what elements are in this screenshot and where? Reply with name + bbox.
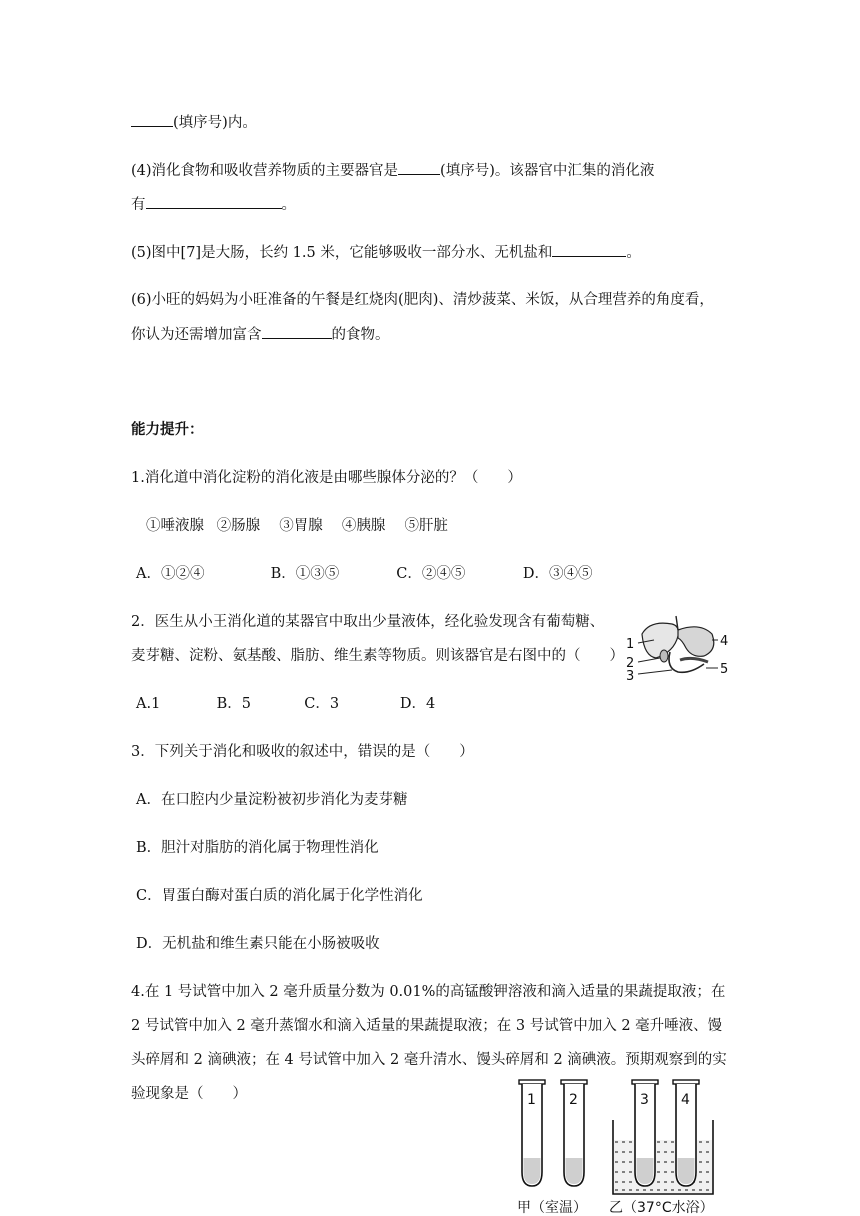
q1-item: ②肠腺	[216, 518, 261, 534]
figure-label-4: 4	[720, 634, 729, 649]
q2-option-d[interactable]: D．4	[399, 696, 436, 712]
q1-option-b[interactable]: B．①③⑤	[270, 566, 340, 582]
tube-label-3: 3	[640, 1092, 649, 1108]
figure-label-3: 3	[626, 669, 635, 684]
q1-option-a[interactable]: A．①②④	[136, 566, 205, 582]
answer-blank[interactable]	[552, 242, 626, 257]
q3-stem: 3．下列关于消化和吸收的叙述中，错误的是（ ）	[131, 744, 474, 760]
q4-line-2	[131, 194, 296, 215]
q4-stem-line-2: 2 号试管中加入 2 毫升蒸馏水和滴入适量的果蔬提取液；在 3 号试管中加入 2 毫升唾液、馒	[131, 1018, 723, 1034]
q2-option-a[interactable]: A.1	[136, 696, 161, 712]
q4-text-a: (4)消化食物和吸收营养物质的主要器官是	[131, 163, 399, 179]
answer-blank[interactable]	[131, 112, 173, 127]
q1-option-d[interactable]: D．③④⑤	[522, 566, 593, 582]
figure-label-2: 2	[626, 656, 635, 671]
q1-items	[146, 516, 448, 536]
q5-text-end: 。	[626, 245, 641, 261]
figure-label-5: 5	[720, 662, 729, 677]
q4-stem-line-4: 验现象是（ ）	[131, 1086, 247, 1102]
q6-line-2	[131, 324, 390, 345]
answer-blank[interactable]	[262, 324, 332, 339]
q5-line	[131, 242, 641, 263]
q3-option-b[interactable]: B．胆汁对脂肪的消化属于物理性消化	[136, 840, 379, 856]
tube-label-1: 1	[527, 1092, 536, 1108]
q2-line-1: 2．医生从小王消化道的某器官中取出少量液体，经化验发现含有葡萄糖、	[131, 614, 605, 630]
q5-text: (5)图中[7]是大肠，长约 1.5 米，它能够吸收一部分水、无机盐和	[131, 245, 553, 261]
q3-tail-line	[131, 112, 257, 133]
q3-option-d[interactable]: D．无机盐和维生素只能在小肠被吸收	[136, 936, 380, 952]
answer-blank[interactable]	[146, 194, 282, 209]
q3-option-a[interactable]: A．在口腔内少量淀粉被初步消化为麦芽糖	[136, 792, 408, 808]
tube-label-4: 4	[681, 1092, 690, 1108]
q3-tail-text: (填序号)内。	[173, 115, 257, 131]
answer-blank[interactable]	[398, 160, 440, 175]
caption-water-bath: 乙（37°C水浴）	[609, 1200, 714, 1216]
q4-text-b: (填序号)。该器官中汇集的消化液	[440, 163, 655, 179]
q1-stem: 1.消化道中消化淀粉的消化液是由哪些腺体分泌的？（ ）	[131, 470, 522, 486]
q1-item: ③胃腺	[279, 518, 323, 534]
q2-option-b[interactable]: B．5	[216, 696, 251, 712]
q1-item: ①唾液腺	[146, 518, 204, 534]
q2-option-c[interactable]: C．3	[304, 696, 340, 712]
tube-label-2: 2	[569, 1092, 578, 1108]
digestive-organ-figure	[620, 612, 740, 690]
q4-line-1	[131, 160, 654, 181]
q1-options	[136, 564, 592, 584]
figure-label-1: 1	[626, 637, 635, 652]
q6-line-1: (6)小旺的妈妈为小旺准备的午餐是红烧肉(肥肉)、清炒菠菜、米饭，从合理营养的角度看，	[131, 292, 714, 308]
q1-item: ④胰腺	[341, 518, 386, 534]
q2-line-2: 麦芽糖、淀粉、氨基酸、脂肪、维生素等物质。则该器官是右图中的（ ）	[131, 648, 624, 664]
q6-text-b: 的食物。	[331, 327, 390, 343]
q2-options	[136, 694, 435, 714]
section-title: 能力提升：	[131, 422, 204, 438]
q4-text-end: 。	[281, 197, 296, 213]
q3-option-c[interactable]: C．胃蛋白酶对蛋白质的消化属于化学性消化	[136, 888, 423, 904]
q6-text-a: 你认为还需增加富含	[131, 327, 262, 343]
q4-text-c: 有	[131, 197, 146, 213]
test-tube-figure	[505, 1072, 735, 1216]
caption-room-temp: 甲（室温）	[517, 1200, 587, 1216]
q1-item: ⑤肝脏	[404, 518, 448, 534]
q4-stem-line-3: 头碎屑和 2 滴碘液；在 4 号试管中加入 2 毫升清水、馒头碎屑和 2 滴碘液。预期观察到的实	[131, 1052, 727, 1068]
q1-option-c[interactable]: C．②④⑤	[396, 566, 466, 582]
q4-stem-line-1: 4.在 1 号试管中加入 2 毫升质量分数为 0.01%的高锰酸钾溶液和滴入适量的果蔬提取液；在	[131, 984, 726, 1000]
